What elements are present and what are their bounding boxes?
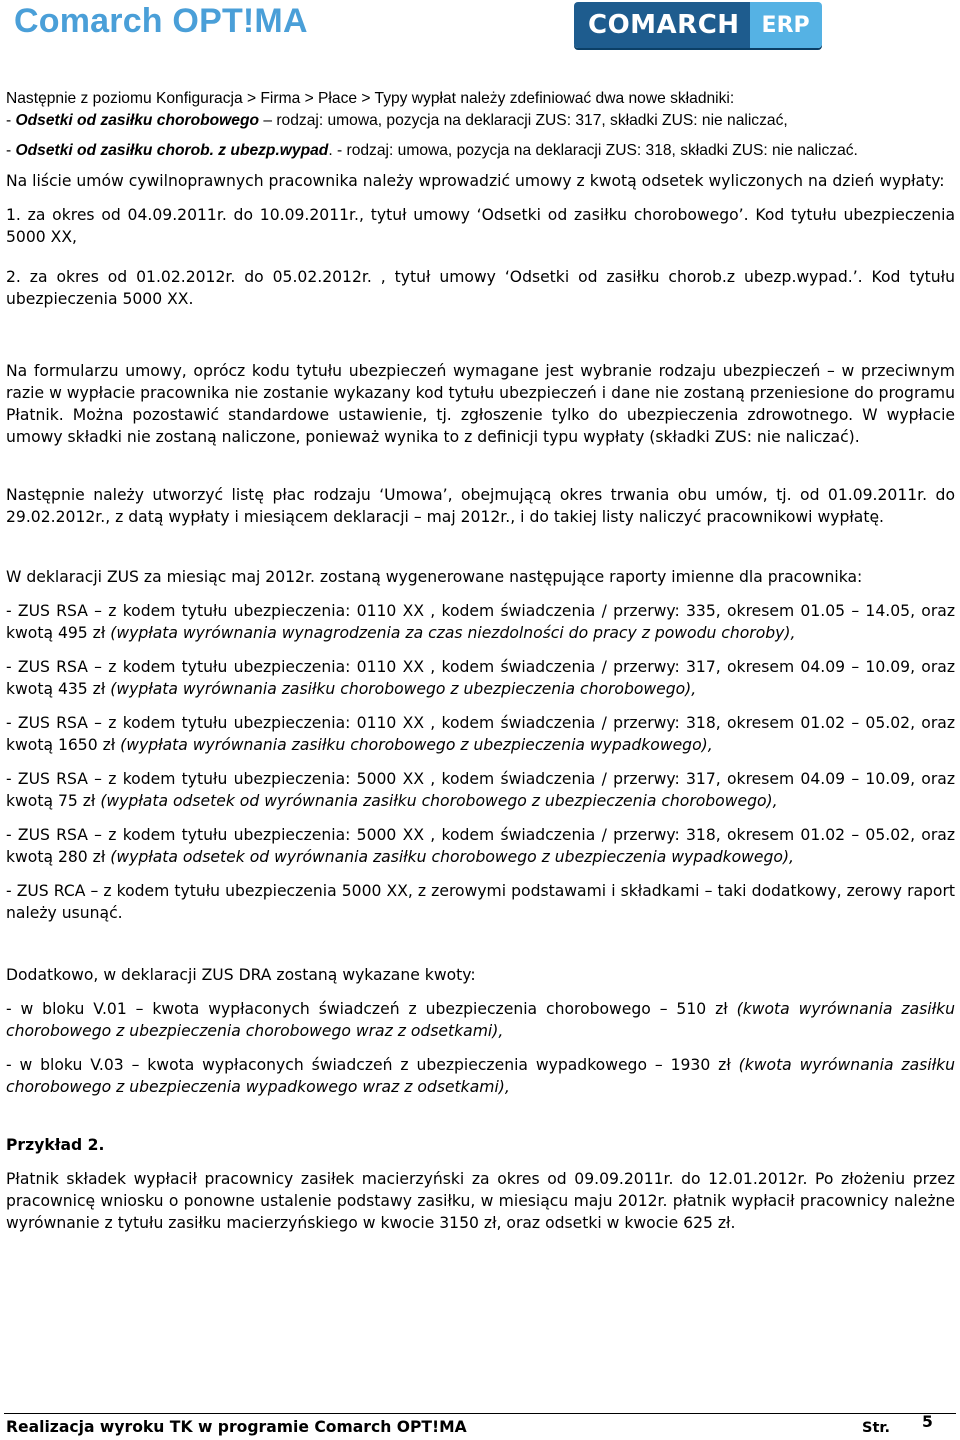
paragraph-contracts-intro: Na liście umów cywilnoprawnych pracownika należy wprowadzić umowy z kwotą odsetek wyliczonych na dzień wypłaty: (6, 172, 945, 190)
rsa-1-text: - ZUS RSA – z kodem tytułu ubezpieczenia: 0110 XX , kodem świadczenia / przerwy: 335, okresem 01.05 – 14.05, oraz kwotą 495 zł (6, 602, 955, 642)
page-footer (0, 1412, 960, 1440)
footer-title: Realizacja wyroku TK w programie Comarch OPT!MA (6, 1418, 467, 1436)
dra-block-v01 (6, 998, 955, 1042)
paragraph-zus-reports-intro: W deklaracji ZUS za miesiąc maj 2012r. zostaną wygenerowane następujące raporty imienne dla pracownika: (6, 568, 863, 586)
rsa-report-2 (6, 656, 955, 700)
dra-v01-text: - w bloku V.01 – kwota wypłaconych świadczeń z ubezpieczenia chorobowego – 510 zł (6, 1000, 737, 1018)
item-2-rest: . - rodzaj: umowa, pozycja na deklaracji ZUS: 318, składki ZUS: nie naliczać. (328, 142, 858, 159)
rsa-3-text: - ZUS RSA – z kodem tytułu ubezpieczenia: 0110 XX , kodem świadczenia / przerwy: 318, okresem 01.02 – 05.02, oraz kwotą 1650 zł (6, 714, 955, 754)
rsa-4-note: (wypłata odsetek od wyrównania zasiłku chorobowego z ubezpieczenia chorobowego), (100, 792, 778, 810)
contract-1: 1. za okres od 04.09.2011r. do 10.09.2011r., tytuł umowy ‘Odsetki od zasiłku chorobowego’. Kod tytułu ubezpieczenia 5000 XX, (6, 206, 955, 246)
dra-block-v03 (6, 1054, 955, 1098)
brand-title: Comarch OPT!MA (14, 2, 308, 40)
logo-comarch-text: COMARCH (574, 2, 750, 48)
item-1-prefix: - (6, 112, 16, 129)
component-item-2 (6, 140, 955, 162)
item-1-name: Odsetki od zasiłku chorobowego (15, 112, 260, 129)
footer-page-number: 5 (922, 1413, 933, 1431)
footer-page-label: Str. (862, 1420, 890, 1436)
dra-v03-note: (kwota wyrównania zasiłku chorobowego z ubezpieczenia wypadkowego wraz z odsetkami), (6, 1056, 955, 1096)
rsa-2-note: (wypłata wyrównania zasiłku chorobowego z ubezpieczenia chorobowego), (110, 680, 697, 698)
rsa-4-text: - ZUS RSA – z kodem tytułu ubezpieczenia: 5000 XX , kodem świadczenia / przerwy: 317, okresem 04.09 – 10.09, oraz kwotą 75 zł (6, 770, 955, 810)
page-header (0, 0, 960, 58)
paragraph-example-2: Płatnik składek wypłacił pracownicy zasiłek macierzyński za okres od 09.09.2011r. do 12.01.2012r. Po złożeniu przez pracownicę wniosku o ponowne ustalenie podstawy zasiłku, w miesiącu maju 2012r. płatnik wypłacił pracownicy należne wyrównanie z tytułu zasiłku macierzyńskiego w kwocie 3150 zł, oraz odsetki w kwocie 625 zł. (6, 1170, 955, 1232)
comarch-erp-logo (574, 2, 822, 48)
rsa-3-note: (wypłata wyrównania zasiłku chorobowego z ubezpieczenia wypadkowego), (120, 736, 713, 754)
rsa-report-3 (6, 712, 955, 756)
dra-v03-text: - w bloku V.03 – kwota wypłaconych świadczeń z ubezpieczenia wypadkowego – 1930 zł (6, 1056, 739, 1074)
rsa-report-4 (6, 768, 955, 812)
rsa-5-text: - ZUS RSA – z kodem tytułu ubezpieczenia: 5000 XX , kodem świadczenia / przerwy: 318, okresem 01.02 – 05.02, oraz kwotą 280 zł (6, 826, 955, 866)
rsa-1-note: (wypłata wyrównania wynagrodzenia za czas niezdolności do pracy z powodu choroby), (110, 624, 796, 642)
paragraph-form-note: Na formularzu umowy, oprócz kodu tytułu ubezpieczeń wymagane jest wybranie rodzaju ubezpieczeń – w przeciwnym razie w wypłacie pracownika nie zostanie wykazany kod tytułu ubezpieczeń i dane nie zostaną przeniesione do programu Płatnik. Można pozostawić standardowe ustawienie, tj. zgłoszenie tylko do ubezpieczenia zdrowotnego. W wypłacie umowy składki nie zostaną naliczone, ponieważ wynika to z definicji typu wypłaty (składki ZUS: nie naliczać). (6, 362, 955, 446)
rsa-2-text: - ZUS RSA – z kodem tytułu ubezpieczenia: 0110 XX , kodem świadczenia / przerwy: 317, okresem 04.09 – 10.09, oraz kwotą 435 zł (6, 658, 955, 698)
rsa-report-1 (6, 600, 955, 644)
item-2-name: Odsetki od zasiłku chorob. z ubezp.wypad (15, 142, 329, 159)
paragraph-payroll-list: Następnie należy utworzyć listę płac rodzaju ‘Umowa’, obejmującą okres trwania obu umów, tj. od 01.09.2011r. do 29.02.2012r., z datą wypłaty i miesiącem deklaracji – maj 2012r., i do takiej listy naliczyć pracownikowi wypłatę. (6, 486, 955, 526)
logo-erp-text: ERP (750, 2, 822, 48)
dra-v01-note: (kwota wyrównania zasiłku chorobowego z ubezpieczenia chorobowego wraz z odsetkami), (6, 1000, 955, 1040)
paragraph-dra-intro: Dodatkowo, w deklaracji ZUS DRA zostaną wykazane kwoty: (6, 966, 476, 984)
example-2-title: Przykład 2. (6, 1136, 105, 1154)
paragraph-config-path: Następnie z poziomu Konfiguracja > Firma > Płace > Typy wypłat należy zdefiniować dwa nowe składniki: (6, 90, 735, 107)
contract-2: 2. za okres od 01.02.2012r. do 05.02.2012r. , tytuł umowy ‘Odsetki od zasiłku chorob.z ubezp.wypad.’. Kod tytułu ubezpieczenia 5000 XX. (6, 268, 955, 308)
rca-report: - ZUS RCA – z kodem tytułu ubezpieczenia 5000 XX, z zerowymi podstawami i składkami – taki dodatkowy, zerowy raport należy usunąć. (6, 882, 955, 922)
document-body (6, 88, 955, 1234)
component-item-1 (6, 110, 955, 132)
rsa-5-note: (wypłata odsetek od wyrównania zasiłku chorobowego z ubezpieczenia wypadkowego), (110, 848, 794, 866)
rsa-report-5 (6, 824, 955, 868)
item-1-rest: – rodzaj: umowa, pozycja na deklaracji ZUS: 317, składki ZUS: nie naliczać, (259, 112, 788, 129)
item-2-prefix: - (6, 142, 16, 159)
footer-divider (4, 1413, 956, 1414)
